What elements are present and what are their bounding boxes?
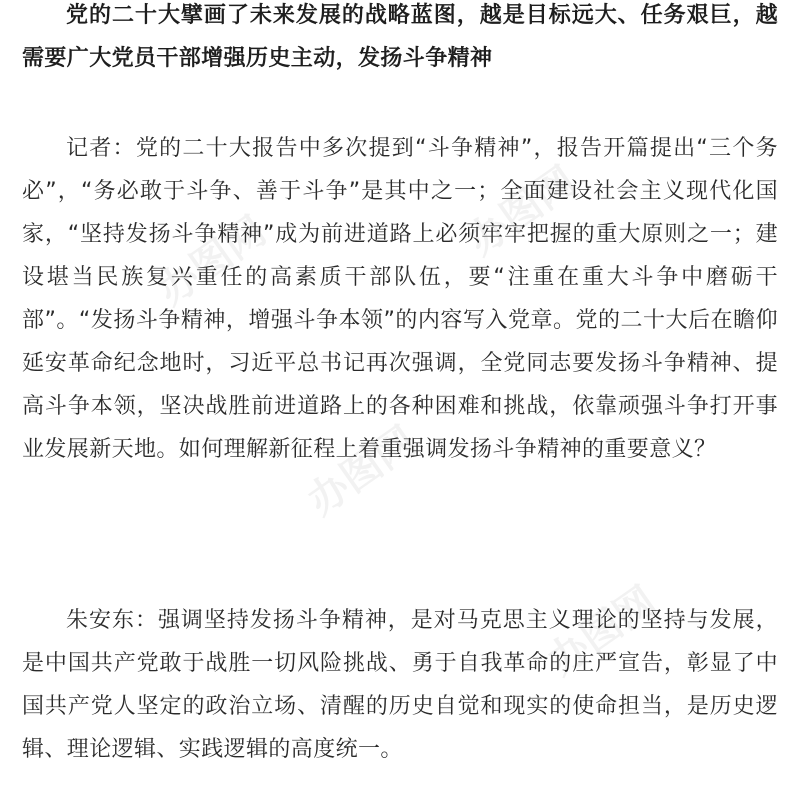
- article-heading: 党的二十大擘画了未来发展的战略蓝图，越是目标远大、任务艰巨，越需要广大党员干部增强历史主动，发扬斗争精神: [22, 3, 778, 71]
- watermark: 办图网: [539, 578, 665, 685]
- watermark: 办图网: [299, 418, 425, 525]
- watermark: 办图网: [149, 208, 275, 315]
- question-paragraph: 记者：党的二十大报告中多次提到“斗争精神”，报告开篇提出“三个务必”，“务必敢于斗争、善于斗争”是其中之一；全面建设社会主义现代化国家，“坚持发扬斗争精神”成为前进道路上必须牢牢把握的重大原则之一；建设堪当民族复兴重任的高素质干部队伍，要“注重在重大斗争中磨砺干部”。“发扬斗争精神，增强斗争本领”的内容写入党章。党的二十大后在瞻仰延安革命纪念地时，习近平总书记再次强调，全党同志要发扬斗争精神、提高斗争本领，坚决战胜前进道路上的各种困难和挑战，依靠顽强斗争打开事业发展新天地。如何理解新征程上着重强调发扬斗争精神的重要意义？: [22, 136, 778, 462]
- watermark: 办图网: [459, 158, 585, 265]
- answer-paragraph: 朱安东：强调坚持发扬斗争精神，是对马克思主义理论的坚持与发展，是中国共产党敢于战胜一切风险挑战、勇于自我革命的庄严宣告，彰显了中国共产党人坚定的政治立场、清醒的历史自觉和现实的使命担当，是历史逻辑、理论逻辑、实践逻辑的高度统一。: [22, 608, 778, 762]
